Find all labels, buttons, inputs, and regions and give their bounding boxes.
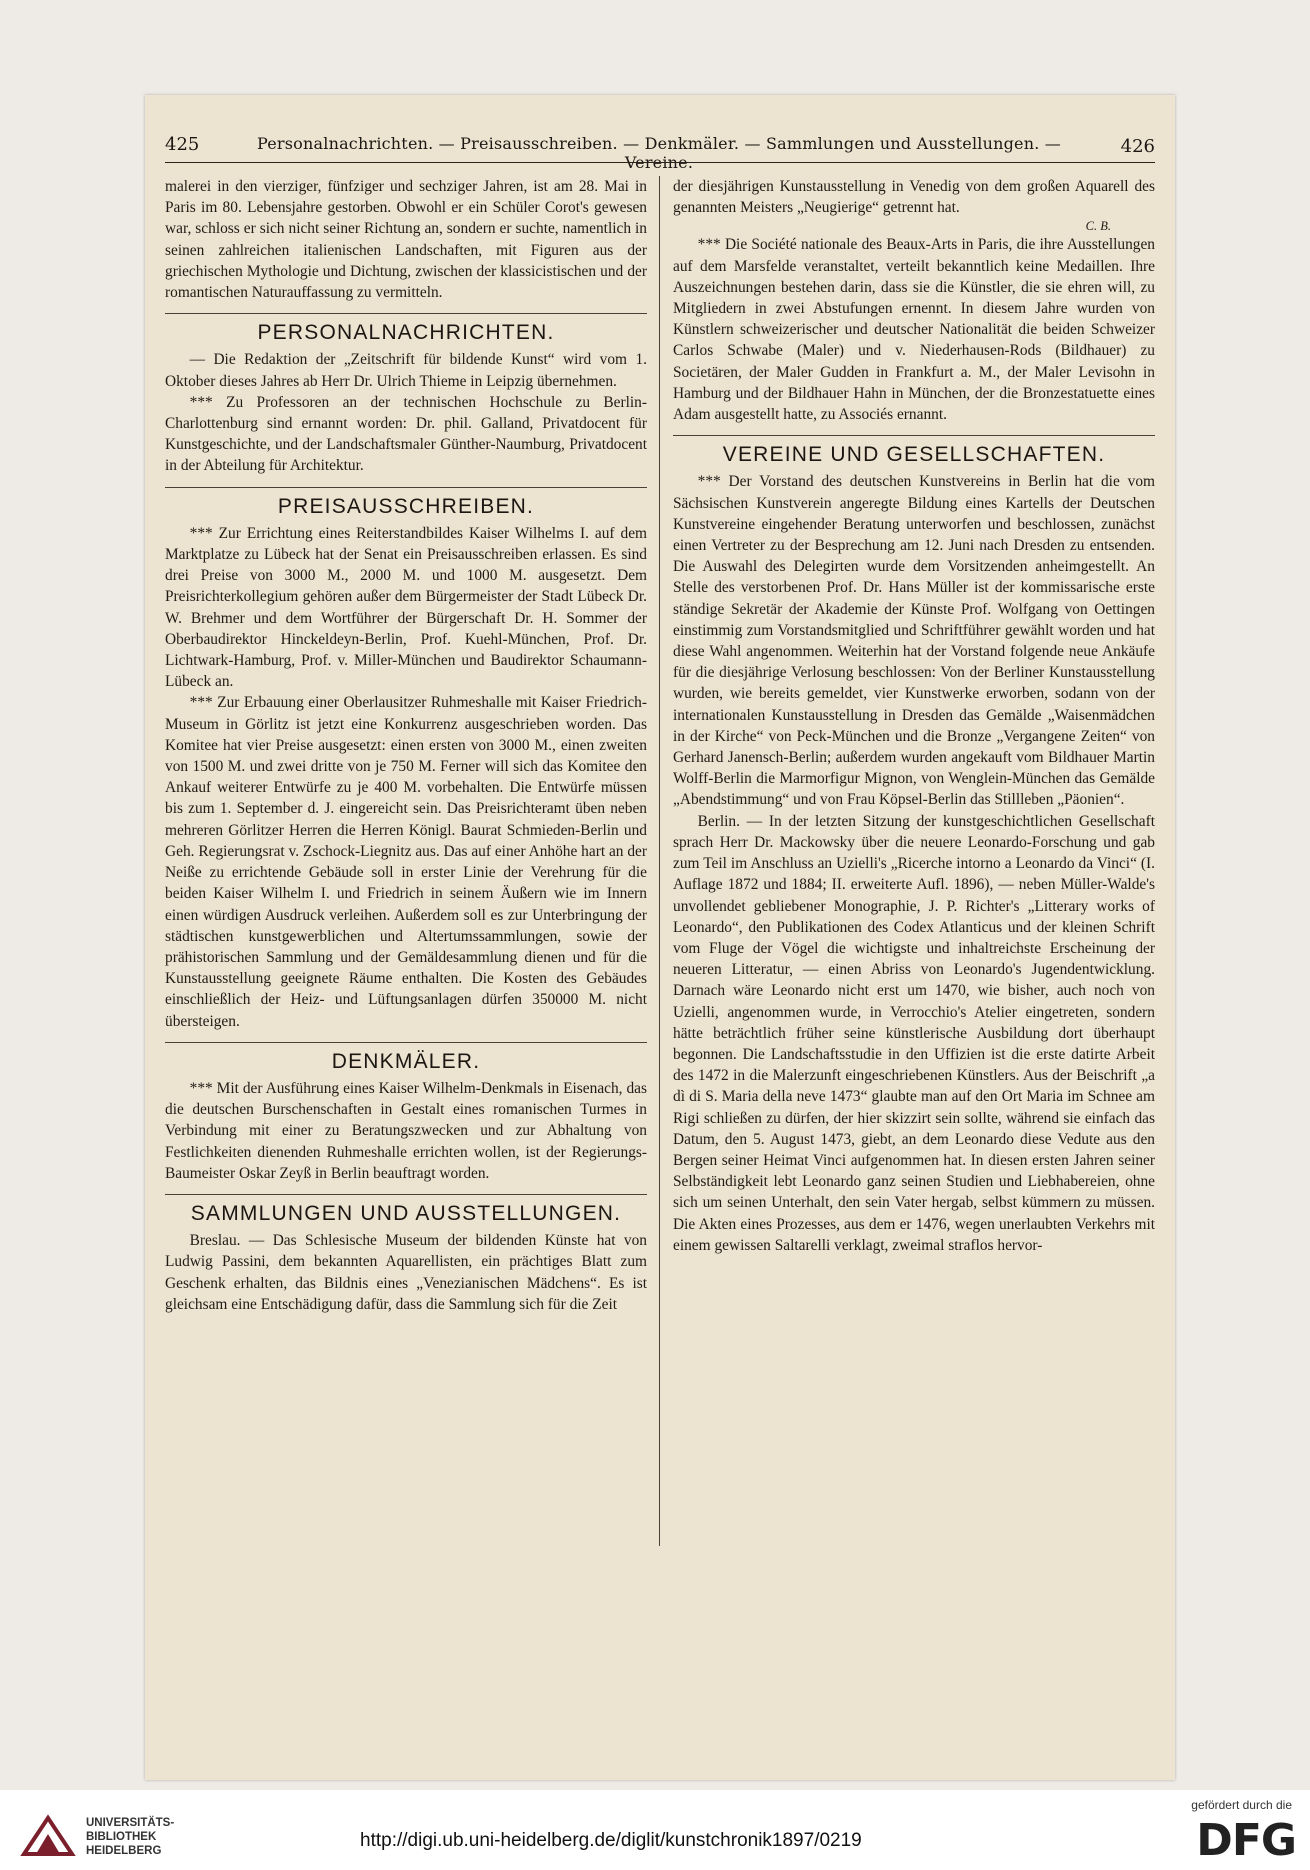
heading-sammlungen: SAMMLUNGEN UND AUSSTELLUNGEN.: [190, 1201, 622, 1225]
section-rule: [165, 313, 647, 314]
page-number-right: 426: [1120, 136, 1155, 157]
paragraph-luebeck: *** Zur Errichtung eines Reiterstandbildes Kaiser Wilhelms I. auf dem Marktplatze zu Lübeck hat der Senat ein Preisausschreiben erlassen. Es sind drei Preise von 3000 M., 2000 M. und 1000 M. ausgesetzt. Dem Preisrichterkollegium gehören außer dem Bürgermeister der Stadt Lübeck Dr. W. Brehmer und dem Wortführer der Bürgerschaft Dr. H. Sommer der Oberbaudirektor Hinckeldeyn-Berlin, Prof. Kuehl-München, Prof. Dr. Lichtwark-Hamburg, Prof. v. Miller-München und Baudirektor Schaumann-Lübeck an.: [165, 524, 647, 691]
paragraph-vorstand: *** Der Vorstand des deutschen Kunstvereins in Berlin hat die vom Sächsischen Kunstverein angeregte Bildung eines Kartells der Deutschen Kunstvereine eingehender Beratung unterworfen und beschlossen, zunächst einen Vertreter zu der Besprechung am 12. Juni nach Dresden zu entsenden. Die Auswahl des Delegirten wurde dem Vorsitzenden anheimgestellt. An Stelle des verstorbenen Prof. Dr. Hans Müller ist der kommissarische erste ständige Sekretär der Akademie der Künste Prof. Wolfgang von Oettingen einstimmig zum Vorstandsmitglied und Schriftführer gewählt worden und hat diese Wahl angenommen. Weiterhin hat der Vorstand folgende neue Ankäufe für die diesjährige Verlosung beschlossen: Von der Berliner Kunstausstellung wurden, wie bereits gemeldet, vier Kunstwerke erworben, sodann von der internationalen Kunstausstellung in Dresden das Gemälde „Waisenmädchen in der Kirche“ von Peck-München und die Bronze „Vergangene Zeiten“ von Gerhard Janensch-Berlin; außerdem wurden angekauft vom Bildhauer Martin Wolff-Berlin die Marmorfigur Mignon, von Wenglein-München das Gemälde „Abendstimmung“ und von Frau Köpsel-Berlin das Stillleben „Päonien“.: [673, 473, 1155, 809]
paragraph-goerlitz: *** Zur Erbauung einer Oberlausitzer Ruhmeshalle mit Kaiser Friedrich-Museum in Görlitz ist jetzt eine Konkurrenz ausgeschrieben worden. Das Komitee hat vier Preise ausgesetzt: einen ersten von 3000 M., einen zweiten von 1500 M. und zwei dritte von je 750 M. Ferner will sich das Komitee den Ankauf weiterer Entwürfe zu je 400 M. vorbehalten. Die Entwürfe müssen bis zum 1. September d. J. eingereicht sein. Das Preisrichteramt üben neben mehreren Görlitzer Herren die Herren Königl. Baurat Schmieden-Berlin und Geh. Regierungsrat v. Zschock-Liegnitz aus. Das auf einer Anhöhe hart an der Neiße zu errichtende Gebäude soll in erster Linie der Verehrung für die beiden Kaiser Wilhelm I. und Friedrich in seinem Äußern wie im Innern einen würdigen Ausdruck verleihen. Außerdem soll es zur Unterbringung der städtischen kunstgewerblichen und Altertumssammlungen, sowie der prähistorischen Sammlung und der Gemäldesammlung dienen und für die Kunstausstellung geeignete Räume enthalten. Die Kosten des Gebäudes einschließlich der Heiz- und Lüftungsanlagen dürfen 350000 M. nicht übersteigen.: [165, 694, 647, 1030]
paragraph-redaktion: — Die Redaktion der „Zeitschrift für bildende Kunst“ wird vom 1. Oktober dieses Jahres ab Herr Dr. Ulrich Thieme in Leipzig übernehmen.: [165, 351, 647, 390]
header-rule: [165, 162, 1155, 163]
viewer-footer: [0, 1790, 1310, 1870]
library-line: HEIDELBERG: [86, 1845, 162, 1857]
heading-vereine: VEREINE UND GESELLSCHAFTEN.: [722, 443, 1106, 467]
paragraph-breslau: Breslau. — Das Schlesische Museum der bildenden Künste hat von Ludwig Passini, dem bekannten Aquarellisten, ein prächtiges Blatt zum Geschenk erhalten, das Bildnis eines „Venezianischen Mädchens“. Es ist gleichsam eine Entschädigung dafür, dass die Sammlung sich für die Zeit: [165, 1232, 647, 1313]
dfg-logo: DFG: [1196, 1815, 1296, 1866]
section-rule: [165, 487, 647, 488]
library-line: BIBLIOTHEK: [86, 1831, 157, 1843]
running-title: Personalnachrichten. — Preisausschreiben. — Denkmäler. — Sammlungen und Ausstellungen. — Vereine.: [257, 134, 1061, 172]
heading-preisausschreiben: PREISAUSSCHREIBEN.: [277, 494, 535, 518]
intro-paragraph: malerei in den vierziger, fünfziger und sechziger Jahren, ist am 28. Mai in Paris im 80. Lebensjahre gestorben. Obwohl er ein Schüler Corot's gewesen war, schloss er sich nicht seiner Richtung an, sondern er suchte, namentlich in seinen zahlreichen italienischen Landschaften, mit Figuren aus der griechischen Mythologie und Dichtung, zwischen der klassicistischen und der romantischen Naturauffassung zu vermitteln.: [165, 178, 647, 302]
university-library-logo-icon: [18, 1812, 78, 1860]
signature: C. B.: [1085, 219, 1111, 234]
paragraph-berlin: Berlin. — In der letzten Sitzung der kunstgeschichtlichen Gesellschaft sprach Herr Dr. Mackowsky über die neuere Leonardo-Forschung und gab zum Teil im Anschluss an Uzielli's „Ricerche intorno a Leonardo da Vinci“ (I. Auflage 1872 und 1884; II. erweiterte Aufl. 1896), — neben Müller-Walde's unvollendet gebliebener Monographie, J. P. Richter's „Litterary works of Leonardo“, den Publikationen des Codex Atlanticus und der kleinen Schrift vom Fluge der Vögel die wichtigste und inhaltreichste Erscheinung der neueren Litteratur, — einen Abriss von Leonardo's Jugendentwicklung. Darnach wäre Leonardo nicht erst um 1470, wie bisher, auch noch von Uzielli, angenommen wurde, in Verrocchio's Atelier eingetreten, sondern hätte beträchtlich früher seine künstlerische Ausbildung dort überhaupt begonnen. Die Landschaftsstudie in den Uffizien ist die erste datirte Arbeit des 1472 in die Malerzunft eingeschriebenen Künstlers. Aus der Beischrift „a dì di S. Maria della neve 1473“ glaubte man auf den Ort Maria im Schnee am Rigi schließen zu dürfen, der hier skizzirt sein sollte, während sie einfach das Datum, den 5. August 1473, giebt, an dem Leonardo diese Vedute aus den Bergen seiner Heimat Vinci aufgenommen hat. In diesen ersten Jahren seiner Selbständigkeit lebt Leonardo ganz seinen Studien und Liebhabereien, ohne sich um seinen Unterhalt, den sein Vater hergab, selbst kümmern zu müssen. Die Akten eines Prozesses, aus dem er 1476, wegen unerlaubten Verkehrs mit einem gewissen Saltarelli verklagt, zweimal straflos hervor-: [673, 812, 1155, 1254]
library-line: UNIVERSITÄTS-: [86, 1817, 175, 1829]
university-library-name: [86, 1816, 174, 1858]
permalink-url[interactable]: http://digi.ub.uni-heidelberg.de/diglit/kunstchronik1897/0219: [360, 1830, 862, 1851]
section-rule: [673, 435, 1155, 436]
heading-personalnachrichten: PERSONALNACHRICHTEN.: [257, 321, 555, 345]
heading-denkmaeler: DENKMÄLER.: [331, 1049, 481, 1073]
funder-caption: gefördert durch die: [1191, 1798, 1292, 1812]
section-rule: [165, 1194, 647, 1195]
paragraph-continuation: der diesjährigen Kunstausstellung in Venedig von dem großen Aquarell des genannten Meisters „Neugierige“ getrennt hat.: [673, 178, 1155, 217]
paragraph-professoren: *** Zu Professoren an der technischen Hochschule zu Berlin-Charlottenburg sind ernannt worden: Dr. phil. Galland, Privatdocent für Kunstgeschichte, und der Landschaftsmaler Günther-Naumburg, Privatdocent in der Abteilung für Architektur.: [165, 393, 647, 475]
column-divider: [659, 176, 660, 1546]
paragraph-societe: *** Die Société nationale des Beaux-Arts in Paris, die ihre Ausstellungen auf dem Marsfelde veranstaltet, verteilt bekanntlich keine Medaillen. Ihre Auszeichnungen bestehen darin, dass sie die Künstler, die sie ehren will, zu Mitgliedern in zwei Abstufungen ernennt. In diesem Jahre wurden von Künstlern schweizerischer und deutscher Nationalität die beiden Schweizer Carlos Schwabe (Maler) und v. Niederhausen-Rods (Bildhauer) zu Societären, der Maler Gudden in Frankfurt a. M., der Maler Levisohn in Hamburg und der Bildhauer Hahn in München, der die Bronzestatuette eines Adam ausgestellt hatte, zu Associés ernannt.: [673, 236, 1155, 424]
page-number-left: 425: [165, 134, 200, 155]
page-header: [165, 130, 1155, 172]
paragraph-eisenach: *** Mit der Ausführung eines Kaiser Wilhelm-Denkmals in Eisenach, das die deutschen Burschenschaften in Gestalt eines romanischen Turmes in Verbindung mit einer zu Beratungszwecken und zur Abhaltung von Festlichkeiten dienenden Ruhmeshalle errichten wollen, ist der Regierungs-Baumeister Oskar Zeyß in Berlin beauftragt worden.: [165, 1079, 647, 1182]
right-column: [673, 176, 1155, 1256]
left-column: [165, 176, 647, 1315]
page-content: [165, 130, 1155, 1313]
scanned-page: [145, 95, 1175, 1780]
section-rule: [165, 1042, 647, 1043]
